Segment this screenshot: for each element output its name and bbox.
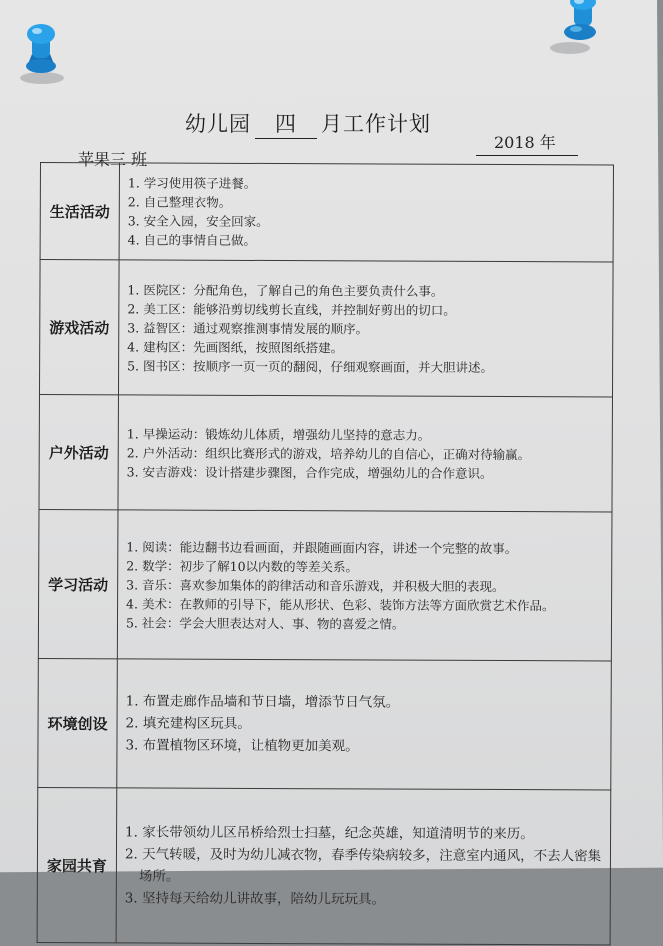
table-row xyxy=(39,260,613,397)
list-item: 3. 益智区：通过观察推测事情发展的顺序。 xyxy=(127,319,369,336)
list-item: 4. 建构区：先画图纸，按照图纸搭建。 xyxy=(127,338,344,355)
items-cell xyxy=(117,510,612,661)
list-item: 4. 美术：在教师的引导下，能从形状、色彩、装饰方法等方面欣赏艺术作品。 xyxy=(126,595,555,613)
items-cell xyxy=(117,659,612,790)
push-pin-icon xyxy=(548,0,612,66)
plan-table xyxy=(37,162,614,945)
table-row xyxy=(39,394,612,511)
title-prefix: 幼儿园 xyxy=(185,112,251,136)
category-cell: 生活活动 xyxy=(40,163,119,260)
list-item: 4. 自己的事情自己做。 xyxy=(127,232,257,248)
title-month: 四 xyxy=(255,108,317,139)
list-item: 1. 家长带领幼儿区吊桥给烈士扫墓，纪念英雄，知道清明节的来历。 xyxy=(125,824,534,843)
list-item: 2. 美工区：能够沿剪切线剪长直线，并控制好剪出的切口。 xyxy=(127,300,456,318)
category-cell: 环境创设 xyxy=(38,658,118,787)
list-item: 3. 布置植物区环境，让植物更加美观。 xyxy=(125,737,359,755)
list-item: 3. 安吉游戏：设计搭建步骤图，合作完成，增强幼儿的合作意识。 xyxy=(126,463,493,481)
items-cell xyxy=(119,163,613,262)
items-cell xyxy=(118,395,612,512)
category-cell: 学习活动 xyxy=(38,509,118,658)
table-row xyxy=(38,509,612,660)
list-item: 2. 填充建构区玩具。 xyxy=(125,715,251,732)
table-row xyxy=(37,787,611,944)
page-title xyxy=(185,108,431,139)
list-item: 1. 医院区：分配角色，了解自己的角色主要负责什么事。 xyxy=(127,281,444,299)
table-row xyxy=(38,658,612,789)
list-item: 3. 坚持每天给幼儿讲故事，陪幼儿玩玩具。 xyxy=(124,890,385,908)
class-name: 苹果三 班 xyxy=(78,150,148,169)
list-item: 1. 学习使用筷子进餐。 xyxy=(127,175,257,191)
list-item: 2. 天气转暖，及时为幼儿减衣物，春季传染病较多，注意室内通风，不去人密集场所。 xyxy=(124,846,602,885)
list-item: 5. 图书区：按顺序一页一页的翻阅，仔细观察画面，并大胆讲述。 xyxy=(127,357,494,375)
list-item: 2. 数学：初步了解10以内数的等差关系。 xyxy=(126,557,359,574)
title-suffix: 月工作计划 xyxy=(321,112,431,136)
category-cell: 家园共育 xyxy=(37,787,117,942)
list-item: 1. 早操运动：锻炼幼儿体质，增强幼儿坚持的意志力。 xyxy=(126,425,431,443)
list-item: 5. 社会：学会大胆表达对人、事、物的喜爱之情。 xyxy=(125,614,405,632)
table-row xyxy=(40,163,613,262)
list-item: 2. 自己整理衣物。 xyxy=(127,194,232,210)
year-label: 2018 年 xyxy=(476,130,578,156)
category-cell: 户外活动 xyxy=(39,394,119,509)
items-cell xyxy=(118,260,613,397)
category-cell: 游戏活动 xyxy=(39,260,119,395)
list-item: 1. 阅读：能边翻书边看画面，并跟随画面内容，讲述一个完整的故事。 xyxy=(126,538,518,556)
list-item: 3. 安全入园，安全回家。 xyxy=(127,213,269,229)
items-cell xyxy=(116,788,611,945)
list-item: 2. 户外活动：组织比赛形式的游戏，培养幼儿的自信心，正确对待输赢。 xyxy=(126,444,531,462)
list-item: 3. 音乐：喜欢参加集体的韵律活动和音乐游戏，并积极大胆的表现。 xyxy=(126,576,505,594)
list-item: 1. 布置走廊作品墙和节日墙，增添节日气氛。 xyxy=(125,693,400,711)
push-pin-icon xyxy=(8,18,72,88)
